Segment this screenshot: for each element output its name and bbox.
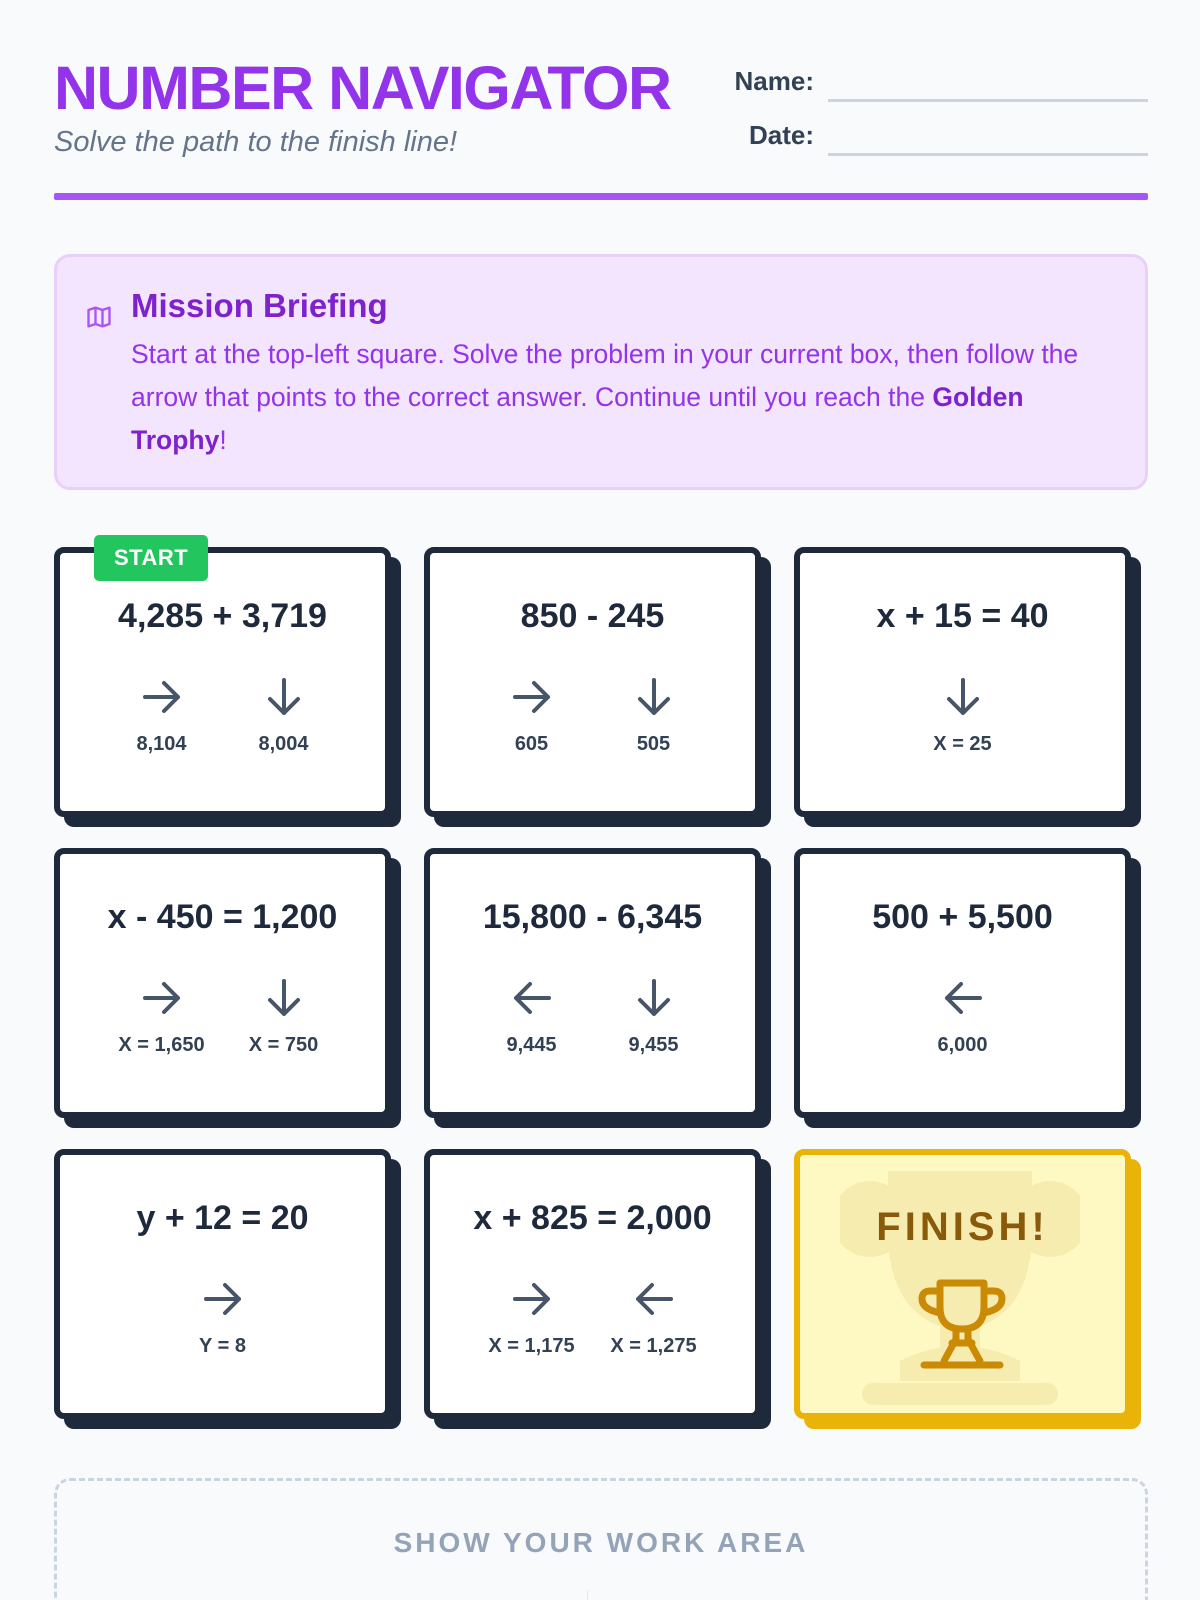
answer-label: X = 750: [248, 1034, 319, 1056]
briefing-text: [131, 333, 1121, 462]
briefing-text-highlight: Golden Trophy: [131, 382, 1024, 455]
mission-briefing: [54, 254, 1148, 490]
path-card: [424, 547, 761, 817]
arrow-down-icon: [262, 976, 306, 1020]
arrow-down-icon: [632, 675, 676, 719]
answer-choice[interactable]: [490, 675, 574, 756]
card-choices: [430, 675, 755, 756]
briefing-text-start: Start at the top-left square. Solve the problem in your current box, then follow the arrow that points to the correct answer. Continue until you reach the: [131, 339, 1079, 412]
card-choices: [800, 675, 1125, 756]
answer-choice[interactable]: [242, 675, 326, 756]
arrow-left-icon: [510, 976, 554, 1020]
work-area[interactable]: [54, 1478, 1148, 1600]
card-choices: [430, 1277, 755, 1358]
arrow-down-icon: [941, 675, 985, 719]
answer-choice[interactable]: [612, 976, 696, 1057]
arrow-right-icon: [201, 1277, 245, 1321]
card-choices: [60, 1277, 385, 1358]
answer-label: X = 25: [933, 733, 992, 755]
answer-label: 8,104: [136, 733, 187, 755]
arrow-down-icon: [262, 675, 306, 719]
answer-label: 8,004: [258, 733, 309, 755]
card-problem: 4,285 + 3,719: [118, 597, 327, 635]
name-line[interactable]: [828, 99, 1148, 102]
card-choices: [60, 675, 385, 756]
page-title: NUMBER NAVIGATOR: [54, 54, 671, 122]
answer-choice[interactable]: [490, 976, 574, 1057]
answer-choice[interactable]: [120, 976, 204, 1057]
trophy-icon: [912, 1273, 1012, 1373]
path-card: [794, 547, 1131, 817]
arrow-right-icon: [510, 675, 554, 719]
path-card: [424, 1149, 761, 1419]
card-problem: x + 825 = 2,000: [473, 1199, 712, 1237]
name-label: Name:: [734, 66, 814, 96]
answer-choice[interactable]: [921, 675, 1005, 756]
answer-label: 6,000: [937, 1034, 988, 1056]
answer-choice[interactable]: [242, 976, 326, 1057]
start-badge: START: [94, 535, 208, 581]
answer-label: X = 1,175: [488, 1335, 575, 1357]
worksheet-page: [54, 0, 1148, 1558]
date-label: Date:: [748, 120, 814, 150]
answer-choice[interactable]: [612, 1277, 696, 1358]
work-area-divider: [587, 1591, 588, 1600]
card-problem: x - 450 = 1,200: [107, 898, 338, 936]
arrow-right-icon: [140, 675, 184, 719]
answer-choice[interactable]: [120, 675, 204, 756]
arrow-right-icon: [140, 976, 184, 1020]
briefing-text-end: !: [219, 425, 227, 455]
finish-label: FINISH!: [876, 1205, 1049, 1249]
arrow-left-icon: [632, 1277, 676, 1321]
date-line[interactable]: [828, 153, 1148, 156]
answer-label: 9,455: [628, 1034, 679, 1056]
path-card: [424, 848, 761, 1118]
path-card: [794, 848, 1131, 1118]
answer-choice[interactable]: [181, 1277, 265, 1358]
arrow-right-icon: [510, 1277, 554, 1321]
answer-choice[interactable]: [490, 1277, 574, 1358]
answer-label: Y = 8: [199, 1335, 246, 1357]
card-choices: [800, 976, 1125, 1057]
arrow-left-icon: [941, 976, 985, 1020]
briefing-title: Mission Briefing: [131, 287, 388, 324]
answer-label: 505: [636, 733, 671, 755]
answer-choice[interactable]: [921, 976, 1005, 1057]
card-problem: 850 - 245: [520, 597, 665, 635]
path-card: [54, 547, 391, 817]
arrow-down-icon: [632, 976, 676, 1020]
answer-label: X = 1,650: [118, 1034, 205, 1056]
path-card: [54, 1149, 391, 1419]
card-problem: 500 + 5,500: [872, 898, 1053, 936]
card-problem: x + 15 = 40: [876, 597, 1049, 635]
answer-label: X = 1,275: [610, 1335, 697, 1357]
card-choices: [60, 976, 385, 1057]
answer-label: 605: [514, 733, 549, 755]
header: [54, 0, 1148, 200]
card-problem: y + 12 = 20: [136, 1199, 309, 1237]
path-grid: [54, 547, 1148, 1419]
page-subtitle: Solve the path to the finish line!: [54, 126, 458, 158]
card-choices: [430, 976, 755, 1057]
finish-card: [794, 1149, 1131, 1419]
answer-choice[interactable]: [612, 675, 696, 756]
card-problem: 15,800 - 6,345: [482, 898, 703, 936]
path-card: [54, 848, 391, 1118]
map-icon: [85, 303, 113, 331]
work-area-label: SHOW YOUR WORK AREA: [393, 1527, 809, 1558]
header-divider: [54, 193, 1148, 200]
answer-label: 9,445: [506, 1034, 557, 1056]
